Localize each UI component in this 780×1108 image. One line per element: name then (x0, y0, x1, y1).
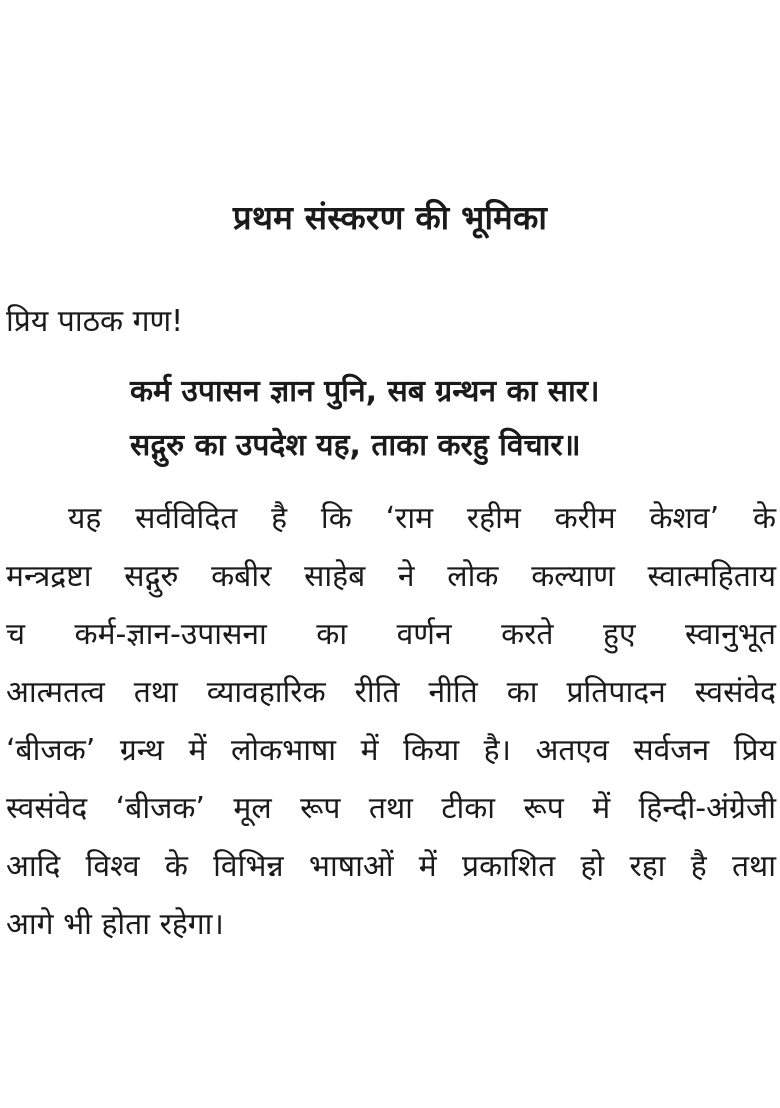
paragraph-line-8: आगे भी होता रहेगा। (6, 907, 224, 942)
page-title: प्रथम संस्करण की भूमिका (232, 198, 548, 237)
paragraph-line-2: मन्त्रद्रष्टा सद्गुरु कबीर साहेब ने लोक कल्याण स्वात्महिताय (6, 559, 776, 594)
salutation: प्रिय पाठक गण! (6, 304, 184, 339)
body-paragraph (6, 495, 776, 959)
paragraph-line-7: आदि विश्व के विभिन्न भाषाओं में प्रकाशित हो रहा है तथा (6, 849, 776, 884)
paragraph-line-1: यह सर्वविदित है कि ‘राम रहीम करीम केशव’ के (68, 501, 776, 536)
verse-line-2: सद्गुरु का उपदेश यह, ताका करहु विचार॥ (130, 428, 581, 463)
paragraph-line-3: च कर्म-ज्ञान-उपासना का वर्णन करते हुए स्वानुभूत (6, 617, 776, 652)
paragraph-line-4: आत्मतत्व तथा व्यावहारिक रीति नीति का प्रतिपादन स्वसंवेद (6, 675, 776, 710)
paragraph-line-5: ‘बीजक’ ग्रन्थ में लोकभाषा में किया है। अतएव सर्वजन प्रिय (6, 733, 776, 768)
paragraph-line-6: स्वसंवेद ‘बीजक’ मूल रूप तथा टीका रूप में हिन्दी-अंग्रेजी (6, 791, 776, 826)
verse-line-1: कर्म उपासन ज्ञान पुनि, सब ग्रन्थन का सार। (130, 374, 600, 409)
